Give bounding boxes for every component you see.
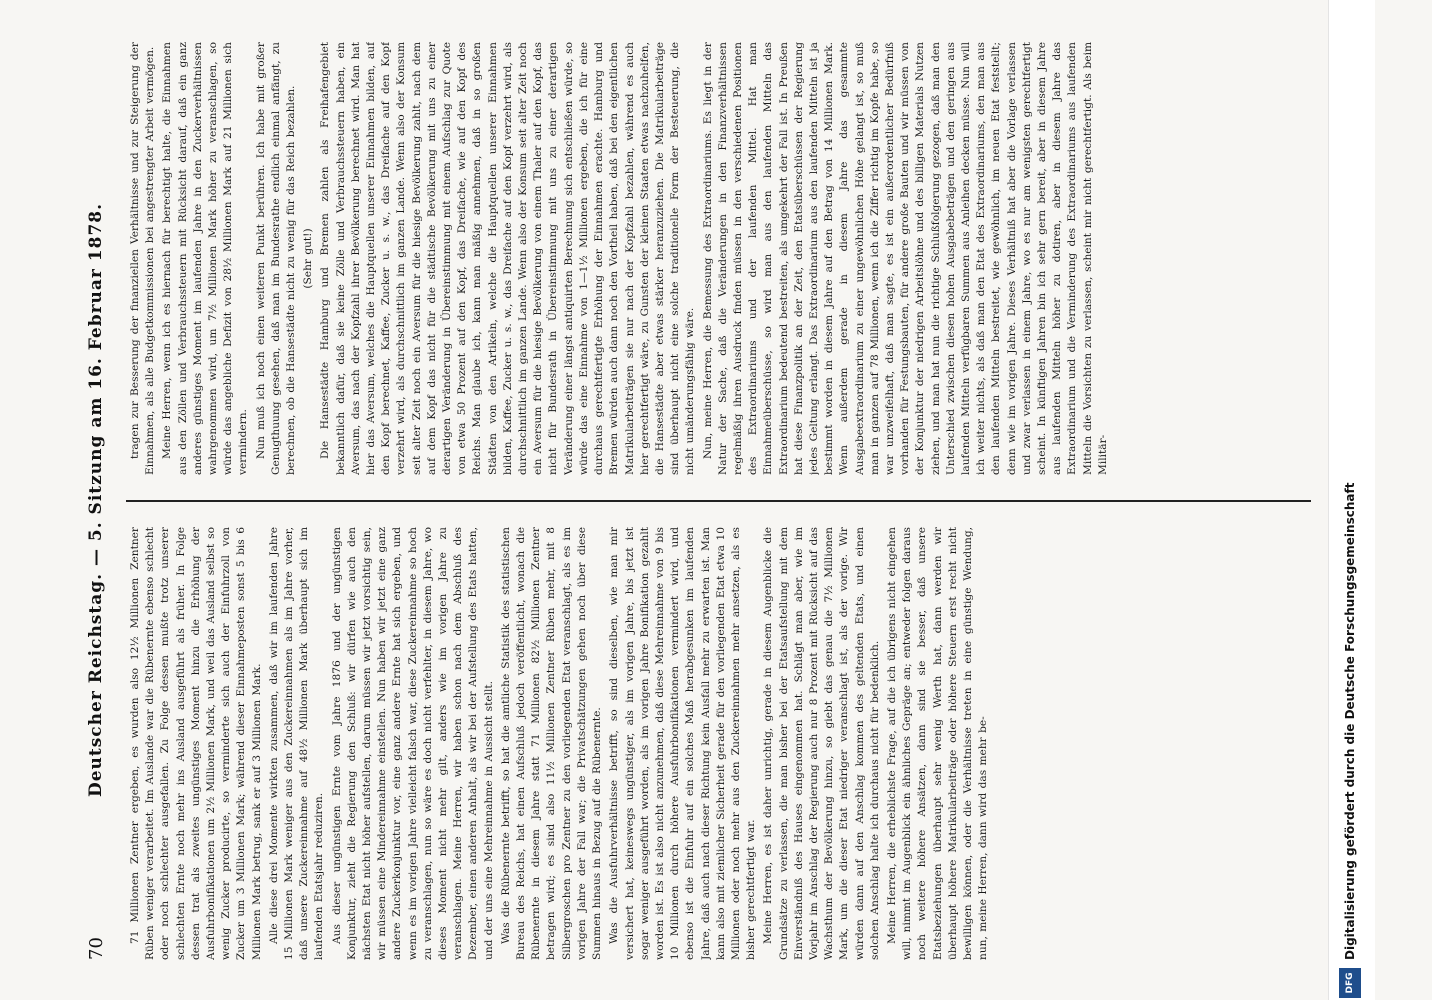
- page-header: [86, 40, 108, 960]
- paragraph: Alle diese drei Momente wirkten zusammen, daß wir im laufenden Jahre 15 Millionen Mark weniger aus den Zuckereinnahmen als im Jahre vorher, daß unsere Zuckereinnahme auf 48½ Millionen Mark überhaupt sich im laufenden Etatsjahr reduziren.: [267, 527, 326, 960]
- running-head: Deutscher Reichstag. — 5. Sitzung am 16. Februar 1878.: [86, 202, 106, 798]
- digitization-footer: [1328, 0, 1375, 1000]
- paragraph: Was die Ausfuhrverhältnisse betrifft, so sind dieselben, wie man mir versichert hat, keineswegs ungünstiger, als im vorigen Jahre, bis jetzt ist sogar weniger ausgeführt worden, als im vorigen Jahre Bonifikation gezahlt worden ist. Es ist also nicht anzunehmen, daß diese Mehreinnahme von 9 bis 10 Millionen durch höhere Ausfuhrbonifikationen vermindert wird, und ebenso ist die Einfuhr auf ein solches Maß herabgesunken im laufenden Jahre, daß auch nach dieser Richtung kein Ausfall mehr zu erwarten ist. Man kann also mit ziemlicher Sicherheit gerade für den vorliegenden Etat etwa 10 Millionen oder noch mehr aus den Zuckereinnahmen mehr ansetzen, als es bisher gerechtfertigt war.: [608, 527, 758, 960]
- paragraph: Die Hansestädte Hamburg und Bremen zahlen als Freihafengebiet bekanntlich dafür, daß sie keine Zölle und Verbrauchssteuern haben, ein Aversum, das nach der Kopfzahl ihrer Bevölkerung berechnet wird. Man hat hier das Aversum, welches die Hauptquellen unserer Einnahmen bilden, auf den Kopf berechnet, Kaffee, Zucker u. s. w., das Dreifache auf den Kopf verzehrt wird, als durchschnittlich im ganzen Lande. Wenn also der Konsum seit alter Zeit noch ein Aversum für die hiesige Bevölkerung zahlt, nach dem auf dem Kopf das nicht für die städtische Bevölkerung mit uns zu einer derartigen Veränderung in Übereinstimmung mit einem Aufschlag zur Quote von etwa 50 Prozent auf den Kopf, das Dreifache, wie auf den Kopf des Reichs. Man glaube ich, kann man mäßig annehmen, daß in so großen Städten von den Artikeln, welche die Hauptquellen unserer Einnahmen bilden, Kaffee, Zucker u. s. w., das Dreifache auf den Kopf verzehrt wird, als durchschnittlich im ganzen Lande. Wenn also der Konsum seit alter Zeit noch ein Aversum für die hiesige Bevölkerung von einem Thaler auf den Kopf, das nicht für Bundesrath in Übereinstimmung mit uns zu einer derartigen Veränderung einer längst antiquirten Berechnung sich entschließen würde, so würde das eine Einnahme von 1—1½ Millionen ergeben, die ich für eine durchaus gerechtfertigte Erhöhung der Einnahmen erachte. Hamburg und Bremen würden auch dann noch den Vortheil haben, daß bei den eigentlichen Matrikularbeiträgen sie nur nach der Kopfzahl bezahlen, während es auch hier gerechtfertigt wäre, zu Gunsten der kleinen Staaten etwas nachzuhelfen, die Hansestädte aber etwas stärker heranzuziehen. Die Matrikularbeiträge sind überhaupt nicht eine solche traditionelle Form der Besteuerung, die nicht umänderungsfähig wäre.: [319, 42, 697, 475]
- paragraph: (Sehr gut!): [302, 228, 315, 289]
- paragraph: 71 Millionen Zentner ergeben, es wurden also 12½ Millionen Zentner Rüben weniger verarbeitet. Im Auslande war die Rübenernte ebenso schlecht oder noch schlechter ausgefallen. Zu Folge dessen mußte trotz unserer schlechten Ernte noch mehr ins Ausland ausgeführt als früher. In Folge dessen trat als zweites ungünstiges Moment hinzu die Erhöhung der Ausfuhrbonifikationen um 2½ Millionen Mark, und weil das Ausland selbst so wenig Zucker producirte, so verminderte sich auch der Einfuhrzoll von Zucker um 3 Millionen Mark; während dieser Einnahmeposten sonst 5 bis 6 Millionen Mark betrug, sank er auf 3 Millionen Mark.: [129, 527, 263, 960]
- paragraph: Nun muß ich noch einen weiteren Punkt berühren. Ich habe mit großer Genugthuung gesehen, daß man im Bundesrathe endlich einmal anfängt, zu berechnen, ob die Hansestädte nicht zu wenig für das Reich bezahlen.: [254, 42, 298, 475]
- paragraph: tragen zur Besserung der finanziellen Verhältnisse und zur Steigerung der Einnahmen, als alle Budgetkommissionen bei angestrengter Arbeit vermögen.: [129, 42, 157, 475]
- page-number: 70: [86, 937, 107, 960]
- dfg-logo-icon: DFG: [1339, 968, 1361, 998]
- funding-notice: Digitalisierung gefördert durch die Deutsche Forschungsgemeinschaft: [1343, 482, 1357, 960]
- paragraph: Meine Herren, es ist daher unrichtig, gerade in diesem Augenblicke die Grundsätze zu verlassen, die man bisher bei der Etatsaufstellung mit dem Einverständniß des Hauses eingenommen hat. Schlägt man aber, wie im Vorjahr im Anschlag der Regierung auch nur 8 Prozent mit Rücksicht auf das Wachsthum der Bevölkerung hinzu, so giebt das genau die 7½ Millionen Mark, um die dieser Etat niedriger veranschlagt ist, als der vorige. Wir würden dann auf den Anschlag kommen des geltenden Etats, und einen solchen Anschlag halte ich durchaus nicht für bedenklich.: [762, 527, 881, 960]
- paragraph: Meine Herren, die erheblichste Frage, auf die ich übrigens nicht eingehen will, nimmt im Augenblick ein ähnliches Gepräge an; entweder folgen daraus noch weitere höhere Ansätzen, dann sind sie besser, daß unsere Etatsbeziehungen überhaupt sehr wenig Werth hat, dann werden wir überhaupt höhere Matrikularbeiträge oder höhere Steuern erst recht nicht bewilligen können, oder die Verhältnisse treten in eine günstige Wendung, nun, meine Herren, dann wird das mehr be-: [885, 527, 990, 960]
- paragraph: Aus dieser ungünstigen Ernte vom Jahre 1876 und der ungünstigen Konjunktur, zieht die Regierung den Schluß: wir dürfen wie auch den nächsten Etat nicht höher aufstellen, darum müssen wir jetzt vorsichtig sein, wir müssen eine Mindereinnahme einstellen. Nun haben wir jetzt eine ganz andere Zuckerkonjunktur vor, eine ganz andere Ernte hat sich ergeben, und wenn es im vorigen Jahre vielleicht falsch war, diese Zuckereinnahme so hoch zu veranschlagen, nun so wäre es doch nicht verfehlter, in diesem Jahre, wo dieses Moment nicht mehr gilt, anders wie im vorigen Jahre zu veranschlagen. Meine Herren, wir haben schon nach dem Abschluß des Dezember, einen anderen Anhalt, als wir bei der Aufstellung des Etats hatten, und der uns eine Mehreinnahme in Aussicht stellt.: [330, 527, 495, 960]
- paragraph: Meine Herren, wenn ich es hiernach für berechtigt halte, die Einnahmen aus den Zöllen und Verbrauchssteuern mit Rücksicht darauf, daß ein ganz anderes günstiges Moment im laufenden Jahre in den Zuckerverhältnissen wahrgenommen wird, um 7½ Millionen Mark höher zu veranschlagen, so würde das angebliche Defizit von 28½ Millionen Mark auf 21 Millionen sich vermindern.: [161, 42, 250, 475]
- column-divider: [126, 500, 1311, 502]
- text-column-right: [128, 42, 1308, 475]
- text-column-left: [128, 527, 1308, 960]
- paragraph: Was die Rübenernte betrifft, so hat die amtliche Statistik des statistischen Bureau des Reichs, hat einen Aufschluß jedoch veröffentlicht, wonach die Rübenernte in diesem Jahre statt 71 Millionen 82½ Millionen Zentner betragen wird; es sind also 11½ Millionen Zentner Rüben mehr, mit 8 Silbergroschen pro Zentner zu den vorliegenden Etat veranschlagt, als es im vorigen Jahre der Fall war; die Privatschätzungen gehen noch über diese Summen hinaus in Bezug auf die Rübenernte.: [499, 527, 604, 960]
- paragraph: Nun, meine Herren, die Bemessung des Extraordinariums. Es liegt in der Natur der Sache, daß die Veränderungen in den Finanzverhältnissen regelmäßig ihren Ausdruck finden müssen in den verschiedenen Positionen des Extraordinariums und der laufenden Mittel. Hat man Einnahmeüberschüsse, so wird man aus den laufenden Mitteln das Extraordinarium bedeutend bestreiten, als umgekehrt der Fall ist. In Preußen hat diese Finanzpolitik an der Zeit, den Etatsüberschüssen der Regierung jedes Geltung erlangt. Das Extraordinarium aus den laufenden Mitteln ist ja bestimmt worden in diesem Jahre auf den Betrag von 14 Millionen Mark. Wenn außerdem gerade in diesem Jahre das gesammte Ausgabeextraordinarium zu einer ungewöhnlichen Höhe gelangt ist, so muß man in ganzen auf 78 Millionen, wenn ich die Ziffer richtig im Kopfe habe, so war unzweifelhaft, daß man sagte, es ist ein außerordentlicher Bedürfniß vorhanden für Festungsbauten, für andere große Bauten und wir müssen von der Konjunktur der niedrigen Arbeitslöhne und des billigen Materials Nutzen ziehen, und man hat nun die richtige Schlußfolgerung gezogen, daß man den Unterschied zwischen diesen hohen Ausgabebeträgen und den geringen aus laufenden Mitteln verfügbaren Summen aus Anleihen decken müsse. Nun will ich weiter nichts, als daß man den Etat des Extraordinariums, den man aus den laufenden Mitteln bestreitet, wie gewöhnlich, im neuen Etat feststellt; denn wie im vorigen Jahre. Dieses Verhältniß hat aber die Vorlage verlassen und zwar verlassen in einem Jahre, wo es nur am wenigsten gerechtfertigt scheint. In künftigen Jahren bin ich sehr gern bereit, aber in diesem Jahre aus laufenden Mitteln höher zu dotiren, aber in diesem Jahre das Extraordinarium und die Verminderung des Extraordinariums aus laufenden Mitteln die Vorsichten zu verlassen, scheint mir nicht gerechtfertigt. Als beim Militär-: [701, 42, 1109, 475]
